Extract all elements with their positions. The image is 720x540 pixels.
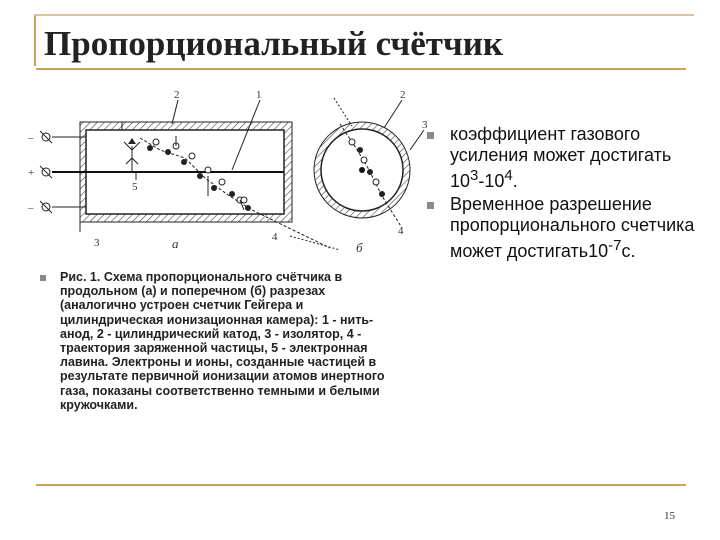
label-minus-top: – [28, 132, 34, 144]
bullet-square-icon [40, 275, 46, 281]
figure-caption-text: Рис. 1. Схема пропорционального счётчика в продольном (а) и поперечном (б) разрезах (аналогично устроен счетчик Гейгера и цилиндрическая ионизационная камера): 1 - нить-анод, 2 - цилиндрический катод, 3 - изолятор, 4 - траектория заряженной частицы, 5 - электронная лавина. Электроны и ионы, созданные частицей в результате первичной ионизации атомов инертного газа, показаны соответственно темными и белыми кружочками. [60, 270, 385, 412]
leader-2a [172, 100, 178, 124]
label-3b: 3 [422, 119, 428, 131]
bullet-list [424, 124, 704, 264]
label-plus: + [28, 167, 35, 179]
label-4b: 4 [398, 225, 404, 237]
bullet-resolution-text: Временное разрешение пропорционального счетчика может $достигать10^{-7}с$. [450, 194, 695, 261]
label-2b: 2 [400, 89, 406, 101]
label-section-a: а [172, 236, 179, 251]
slide-title: Пропорциональный счётчик [44, 24, 504, 63]
figure-caption [36, 270, 396, 412]
bullet-resolution [424, 194, 704, 262]
leader-3b [410, 130, 424, 150]
label-5: 5 [132, 181, 138, 193]
bullet-gain [424, 124, 704, 192]
label-3a: 3 [94, 237, 100, 249]
bullet-square-icon [427, 202, 434, 209]
label-2a: 2 [174, 89, 180, 101]
leader-2b [384, 100, 402, 128]
bullet-gain-text: коэффициент газового усиления может достигать $10^3-10^4$. [450, 124, 672, 191]
label-4a: 4 [272, 231, 278, 243]
label-1: 1 [256, 89, 262, 101]
label-section-b: б [356, 240, 363, 255]
bullet-square-icon [427, 132, 434, 139]
page-number: 15 [664, 510, 675, 522]
label-minus-bottom: – [28, 202, 34, 214]
longitudinal-section [40, 100, 340, 250]
leader-4a [290, 236, 340, 250]
anode-wire-cross [359, 167, 365, 173]
leader-track-b [334, 98, 352, 126]
footer-rule [36, 484, 686, 486]
cross-section [314, 98, 424, 228]
